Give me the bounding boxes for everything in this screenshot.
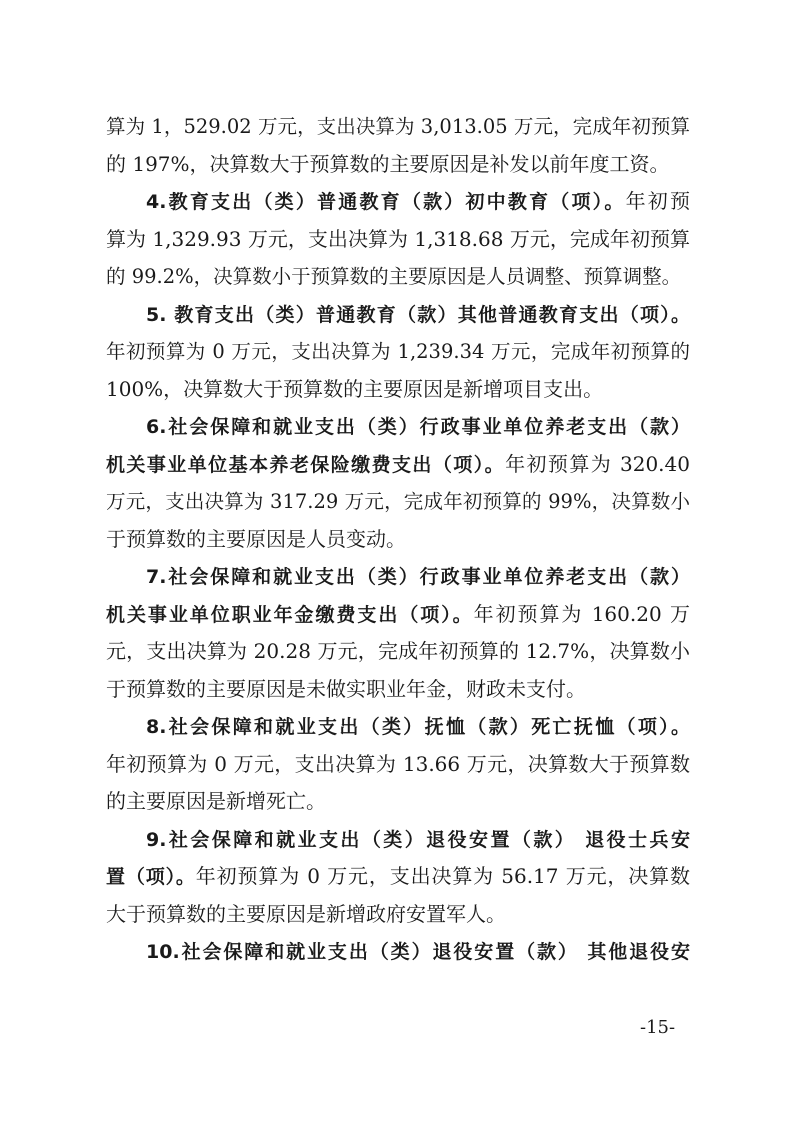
item-9-heading-2: 置（项）。 bbox=[106, 866, 196, 888]
item-6-heading-2: 机关事业单位基本养老保险缴费支出（项）。 bbox=[106, 453, 506, 476]
text-span: 年初预算为 320.40 bbox=[505, 451, 690, 476]
text-line: 的 197%，决算数大于预算数的主要原因是补发以前年度工资。 bbox=[106, 151, 670, 176]
item-8-heading: 8.社会保障和就业支出（类）抚恤（款）死亡抚恤（项）。 bbox=[146, 716, 690, 738]
page-number: -15- bbox=[640, 1017, 676, 1038]
text-line: 于预算数的主要原因是未做实职业年金，财政未支付。 bbox=[106, 676, 586, 701]
item-7-line-2 bbox=[106, 596, 690, 634]
body-text bbox=[106, 108, 690, 971]
text-span: 年初预算为 160.20 万 bbox=[473, 601, 690, 626]
item-10-heading: 10.社会保障和就业支出（类）退役安置（款） 其他退役安 bbox=[146, 941, 690, 963]
item-9-line-2 bbox=[106, 858, 690, 896]
text-span: 年初预算为 0 万元，支出决算为 56.17 万元，决算数 bbox=[195, 864, 690, 888]
item-6-line-2 bbox=[106, 446, 690, 484]
text-line: 年初预算为 0 万元，支出决算为 1,239.34 万元，完成年初预算的 bbox=[106, 340, 690, 363]
item-7-line bbox=[106, 558, 690, 596]
text-line: 100%，决算数大于预算数的主要原因是新增项目支出。 bbox=[106, 376, 604, 401]
item-10-line bbox=[106, 933, 690, 971]
text-line: 万元，支出决算为 317.29 万元，完成年初预算的 99%，决算数小 bbox=[106, 490, 690, 513]
text-line: 年初预算为 0 万元，支出决算为 13.66 万元，决算数大于预算数 bbox=[106, 751, 690, 776]
item-8-line bbox=[106, 708, 690, 746]
text-line: 的主要原因是新增死亡。 bbox=[106, 789, 326, 813]
text-line: 算为 1，529.02 万元，支出决算为 3,013.05 万元，完成年初预算 bbox=[106, 115, 690, 138]
text-line: 算为 1,329.93 万元，支出决算为 1,318.68 万元，完成年初预算 bbox=[106, 226, 690, 251]
text-span: 年初预 bbox=[625, 189, 690, 213]
item-6-heading: 6.社会保障和就业支出（类）行政事业单位养老支出（款） bbox=[146, 416, 690, 438]
item-9-heading: 9.社会保障和就业支出（类）退役安置（款） 退役士兵安 bbox=[146, 828, 690, 851]
text-line: 于预算数的主要原因是人员变动。 bbox=[106, 526, 406, 551]
text-line: 的 99.2%，决算数小于预算数的主要原因是人员调整、预算调整。 bbox=[106, 265, 682, 288]
text-line: 元，支出决算为 20.28 万元，完成年初预算的 12.7%，决算数小 bbox=[106, 639, 690, 663]
item-5-heading: 5. 教育支出（类）普通教育（款）其他普通教育支出（项）。 bbox=[146, 303, 690, 326]
item-6-line bbox=[106, 408, 690, 446]
text-line: 大于预算数的主要原因是新增政府安置军人。 bbox=[106, 901, 506, 926]
item-5-line bbox=[106, 296, 690, 334]
item-4-line bbox=[106, 183, 690, 221]
item-9-line bbox=[106, 821, 690, 859]
item-7-heading: 7.社会保障和就业支出（类）行政事业单位养老支出（款） bbox=[146, 566, 690, 588]
item-7-heading-2: 机关事业单位职业年金缴费支出（项）。 bbox=[106, 603, 474, 626]
item-4-heading: 4.教育支出（类）普通教育（款）初中教育（项）。 bbox=[146, 191, 626, 213]
